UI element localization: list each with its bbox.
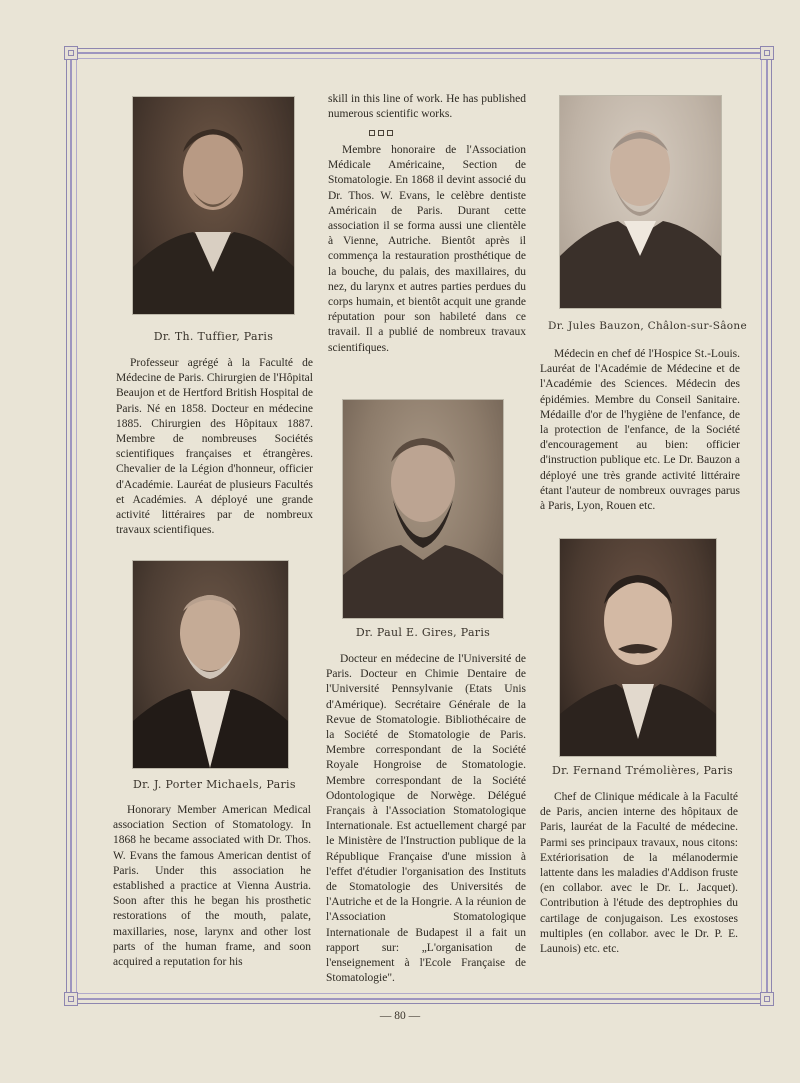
paragraph-tuffier: Professeur agrégé à la Faculté de Médecine de Paris. Chirurgien de l'Hôpital Beaujon et de Hertford British Hospital de Paris. Né en 1858. Docteur en médecine 1885. Chirurgien des Hôpitaux 1887. Membre de nombreuses Sociétés scientifiques françaises et étrangères. Chevalier de la Légion d'honneur, officier d'Académie. Lauréat de plusieurs Facultés et Académies. A déployé une grande activité littéraires par de nombreux travaux scientifiques. <box>116 357 313 537</box>
portrait-michaels <box>133 561 288 768</box>
frame-corner-tl <box>64 46 78 60</box>
frame-corner-br <box>760 992 774 1006</box>
caption-tuffier: Dr. Th. Tuffier, Paris <box>153 330 274 343</box>
ornament-box <box>369 130 375 136</box>
portrait-tuffier <box>133 97 294 314</box>
text-tremolieres <box>540 790 738 957</box>
section-ornament <box>369 130 393 138</box>
paragraph-michaels: Honorary Member American Medical association Section of Stomatology. In 1868 he became associated with Dr. Thos. W. Evans the famous American dentist of Paris. Under this association he established a practice at Vienna Austria. Soon after this he began his prosthetic restorations of the mouth, palate, maxillaries, nose, larynx and other lost parts of the human frame, and soon acquired a reputation for his <box>113 804 311 969</box>
caption-tremolieres: Dr. Fernand Trémolières, Paris <box>552 764 733 777</box>
text-col2-top <box>328 92 526 122</box>
paragraph-gires: Docteur en médecine de l'Université de Paris. Docteur en Chimie Dentaire de l'Université Pennsylvanie (Etats Unis d'Amérique). Secrétaire Générale de la Revue de Stomatologie. Bibliothécaire de la Société de Stomatologie de Paris. Membre correspondant de la Société Royale Hongroise de Stomatologie. Membre correspondant de la Société Odontologique de Norwège. Délégué Français à l'Association Stomatologique Internationale. Est actuellement chargé par le Ministère de l'Instruction publique de la République Française d'une mission à l'effet d'étudier l'organisation des Instituts de Stomatologie des Universités de l'Autriche et de la Hongrie. A la réunion de l'Association Stomatologique Internationale de Budapest il a fait un rapport sur: „L'organisation de l'enseignement à l'Ecole Française de Stomatologie". <box>326 653 526 985</box>
ornament-box <box>387 130 393 136</box>
frame-corner-bl <box>64 992 78 1006</box>
text-bauzon <box>540 347 740 514</box>
text-gires <box>326 652 526 986</box>
page-number: — 80 — <box>379 1010 421 1022</box>
portrait-gires <box>343 400 503 618</box>
text-tuffier <box>116 356 313 538</box>
paragraph-col2-french: Membre honoraire de l'Association Médicale Américaine, Section de Stomatologie. En 1868 il devint associé du Dr. Thos. W. Evans, le celèbre dentiste Américain de Paris. Durant cette association il se forma aussi une clientèle à Vienne, Autriche. Bientôt après il commença la restauration prosthétique de la bouche, du palais, des maxillaires, du nez, du larynx et autres parties perdues du corps humain, et bientôt acquit une grande réputation pour son habileté dans ce travail. Il a publié de nombreux travaux scientifiques. <box>328 144 526 354</box>
text-michaels <box>113 803 311 970</box>
paragraph-bauzon: Médecin en chef dé l'Hospice St.-Louis. Lauréat de l'Académie de Médecine et de l'Académie des Sciences. Médecin des épidémies. Membre du Conseil Sanitaire. Médaille d'or de l'hygiène de l'enfance, de la protection de l'enfance, de la Société d'encouragement au bien: officier d'instruction publique etc. Le Dr. Bauzon a déployé une très grande activité littéraire étant l'auteur de nombreux ouvrages parus à Paris, Lyon, Rouen etc. <box>540 348 740 513</box>
caption-gires: Dr. Paul E. Gires, Paris <box>355 626 491 639</box>
caption-bauzon: Dr. Jules Bauzon, Châlon-sur-Sâone <box>548 320 747 332</box>
portrait-bauzon <box>560 96 721 308</box>
paragraph-tremolieres: Chef de Clinique médicale à la Faculté de Paris, ancien interne des hôpitaux de Paris, lauréat de la Faculté de médecine. Parmi ses principaux travaux, nous citons: Extériorisation de la mélanodermie lattente dans les maladies d'Addison fruste (en collabor. avec le Dr. L. Jacquet). Contribution à l'étude des deptrophies du cartilage de conjugaison. Les exostoses multiples (en collabor. avec le Dr. P. E. Launois) etc. etc. <box>540 791 738 956</box>
caption-michaels: Dr. J. Porter Michaels, Paris <box>133 778 296 791</box>
text-col2-french <box>328 143 526 356</box>
paragraph-col2-top: skill in this line of work. He has published numerous scientific works. <box>328 93 526 121</box>
ornament-box <box>378 130 384 136</box>
portrait-tremolieres <box>560 539 716 756</box>
frame-corner-tr <box>760 46 774 60</box>
